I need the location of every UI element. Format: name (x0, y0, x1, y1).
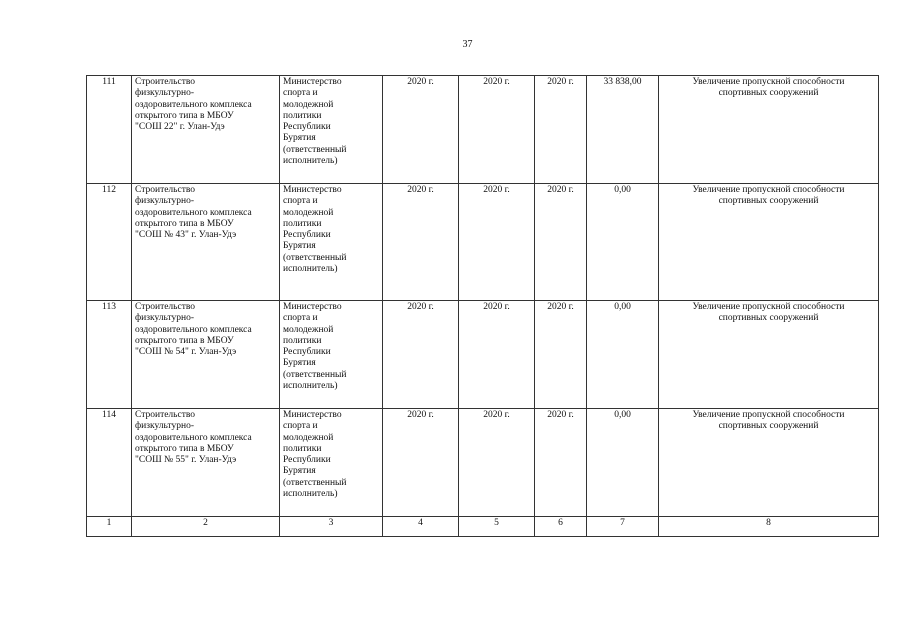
text-line: Строительство (135, 77, 196, 87)
row-number: 113 (87, 301, 132, 409)
text-line: (ответственный (283, 252, 347, 263)
page-number: 37 (462, 39, 473, 50)
text-line: (ответственный (283, 477, 347, 488)
column-index: 8 (659, 517, 879, 537)
column-index: 5 (459, 517, 535, 537)
table-row (87, 76, 879, 184)
text-line: Республики (283, 347, 331, 358)
text-line: Строительство (135, 302, 196, 312)
text-line: молодежной (283, 99, 334, 110)
funding-amount: 0,00 (587, 184, 659, 301)
text-line: спорта и (283, 421, 318, 432)
row-number: 111 (87, 76, 132, 184)
text-line: оздоровительного комплекса (135, 99, 252, 110)
expected-result (659, 76, 879, 184)
text-line: "СОШ № 55" г. Улан-Удэ (135, 455, 237, 466)
text-line: Бурятия (283, 358, 316, 369)
financing-year: 2020 г. (535, 409, 587, 517)
column-index-row (87, 517, 879, 537)
end-year: 2020 г. (459, 76, 535, 184)
start-year: 2020 г. (383, 76, 459, 184)
text-line: Министерство (283, 77, 342, 87)
executor (280, 301, 383, 409)
text-line: Республики (283, 455, 331, 466)
funding-amount: 0,00 (587, 409, 659, 517)
executor (280, 409, 383, 517)
financing-year: 2020 г. (535, 301, 587, 409)
text-line: (ответственный (283, 144, 347, 155)
text-line: молодежной (283, 324, 334, 335)
text-line: Министерство (283, 302, 342, 312)
start-year: 2020 г. (383, 409, 459, 517)
text-line: исполнитель) (283, 156, 338, 167)
text-line: молодежной (283, 432, 334, 443)
expected-result (659, 184, 879, 301)
executor (280, 184, 383, 301)
column-index: 1 (87, 517, 132, 537)
text-line: политики (283, 218, 322, 229)
text-line: Увеличение пропускной способности (692, 302, 845, 312)
text-line: спортивных сооружений (718, 313, 819, 324)
text-line: Строительство (135, 410, 196, 420)
text-line: Министерство (283, 185, 342, 195)
column-index: 3 (280, 517, 383, 537)
text-line: Увеличение пропускной способности (692, 410, 845, 420)
text-line: исполнитель) (283, 264, 338, 275)
text-line: спортивных сооружений (718, 196, 819, 207)
expected-result (659, 301, 879, 409)
text-line: физкультурно- (135, 88, 195, 99)
text-line: "СОШ 22" г. Улан-Удэ (135, 122, 225, 133)
start-year: 2020 г. (383, 301, 459, 409)
table-body (87, 76, 879, 537)
text-line: физкультурно- (135, 196, 195, 207)
text-line: спортивных сооружений (718, 421, 819, 432)
financing-year: 2020 г. (535, 76, 587, 184)
text-line: Увеличение пропускной способности (692, 77, 845, 87)
column-index: 4 (383, 517, 459, 537)
text-line: политики (283, 335, 322, 346)
financing-year: 2020 г. (535, 184, 587, 301)
text-line: политики (283, 443, 322, 454)
program-table (86, 75, 879, 537)
text-line: Бурятия (283, 466, 316, 477)
text-line: открытого типа в МБОУ (135, 335, 234, 346)
text-line: исполнитель) (283, 489, 338, 500)
executor (280, 76, 383, 184)
text-line: спорта и (283, 88, 318, 99)
end-year: 2020 г. (459, 409, 535, 517)
text-line: Министерство (283, 410, 342, 420)
text-line: Увеличение пропускной способности (692, 185, 845, 195)
text-line: Республики (283, 122, 331, 133)
text-line: оздоровительного комплекса (135, 432, 252, 443)
start-year: 2020 г. (383, 184, 459, 301)
table-row (87, 301, 879, 409)
text-line: Бурятия (283, 241, 316, 252)
text-line: спортивных сооружений (718, 88, 819, 99)
text-line: открытого типа в МБОУ (135, 443, 234, 454)
end-year: 2020 г. (459, 184, 535, 301)
end-year: 2020 г. (459, 301, 535, 409)
text-line: (ответственный (283, 369, 347, 380)
text-line: открытого типа в МБОУ (135, 110, 234, 121)
column-index: 7 (587, 517, 659, 537)
text-line: Бурятия (283, 133, 316, 144)
text-line: оздоровительного комплекса (135, 207, 252, 218)
activity-name (132, 76, 280, 184)
text-line: физкультурно- (135, 421, 195, 432)
row-number: 114 (87, 409, 132, 517)
row-number: 112 (87, 184, 132, 301)
text-line: Строительство (135, 185, 196, 195)
text-line: спорта и (283, 313, 318, 324)
activity-name (132, 301, 280, 409)
activity-name (132, 184, 280, 301)
table-row (87, 409, 879, 517)
column-index: 6 (535, 517, 587, 537)
text-line: Республики (283, 230, 331, 241)
text-line: исполнитель) (283, 381, 338, 392)
funding-amount: 33 838,00 (587, 76, 659, 184)
column-index: 2 (132, 517, 280, 537)
text-line: оздоровительного комплекса (135, 324, 252, 335)
activity-name (132, 409, 280, 517)
text-line: открытого типа в МБОУ (135, 218, 234, 229)
expected-result (659, 409, 879, 517)
text-line: молодежной (283, 207, 334, 218)
table-row (87, 184, 879, 301)
text-line: физкультурно- (135, 313, 195, 324)
text-line: политики (283, 110, 322, 121)
funding-amount: 0,00 (587, 301, 659, 409)
text-line: "СОШ № 54" г. Улан-Удэ (135, 347, 237, 358)
text-line: "СОШ № 43" г. Улан-Удэ (135, 230, 237, 241)
text-line: спорта и (283, 196, 318, 207)
